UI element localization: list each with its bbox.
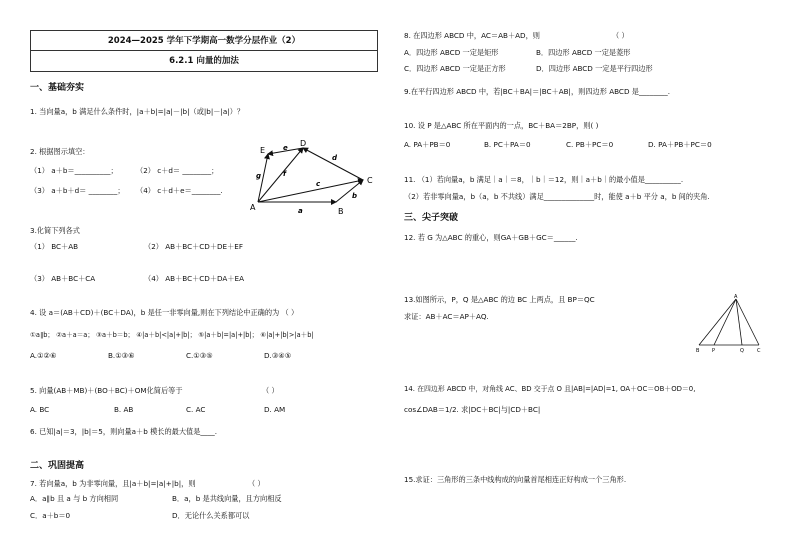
point-label-A: A <box>734 294 738 300</box>
question-6: 6. 已知|a|＝3，|b|＝5，则向量a＋b 模长的最大值是____. <box>30 427 218 436</box>
question-2-part-2: （2） c＋d＝ ________； <box>136 166 219 175</box>
point-label-C: C <box>367 176 373 185</box>
question-5-option-b: B. AB <box>114 405 134 414</box>
section-advanced: 三、尖子突破 <box>404 213 459 223</box>
segment-AC <box>736 299 759 345</box>
vector-label-f: f <box>283 170 287 178</box>
question-12: 12. 若 G 为△ABC 的重心，则GA＋GB＋GC＝______. <box>404 233 578 242</box>
question-10-option-d: D. PA＋PB＋PC＝0 <box>648 140 712 149</box>
point-label-A: A <box>250 203 256 212</box>
question-5-option-c: C. AC <box>186 405 206 414</box>
triangle-figure-q13 <box>694 295 774 355</box>
point-label-Q: Q <box>740 348 744 354</box>
header-subtitle-box <box>30 50 378 72</box>
question-3-part-1: （1） BC＋AB <box>30 242 79 251</box>
question-2-part-3: （3） a＋b＋d＝ ________； <box>30 186 125 195</box>
question-5-option-d: D. AM <box>264 405 286 414</box>
question-11-part-1: 11. （1）若向量a，b 满足｜a｜＝8，｜b｜＝12，则｜a＋b｜的最小值是__________. <box>404 175 684 184</box>
question-8-option-b: B．四边形 ABCD 一定是菱形 <box>536 48 631 57</box>
question-2-part-4: （4） c＋d＋e＝________. <box>136 186 223 195</box>
question-4-option-d: D.③④⑤ <box>264 351 292 360</box>
question-14-line-1: 14. 在四边形 ABCD 中，对角线 AC、BD 交于点 O 且|AB|=|AD|=1, OA＋OC＝OB＋OD＝0, <box>404 385 696 393</box>
vector-label-a: a <box>298 207 303 215</box>
point-label-B: B <box>696 348 700 354</box>
question-8-option-a: A．四边形 ABCD 一定是矩形 <box>404 48 499 57</box>
question-11-part-2: （2）若非零向量a，b（a，b 不共线）满足______________时，能使 a＋b 平分 a，b 间的夹角. <box>404 192 710 201</box>
page-subtitle: 6.2.1 向量的加法 <box>169 56 239 66</box>
vector-label-e: e <box>283 144 288 152</box>
point-label-D: D <box>300 139 307 148</box>
question-10: 10. 设 P 是△ABC 所在平面内的一点，BC＋BA＝2BP，则( ) <box>404 121 599 130</box>
question-8-option-c: C．四边形 ABCD 一定是正方形 <box>404 64 506 73</box>
vector-d <box>303 148 363 180</box>
question-14-line-2: cos∠DAB＝1/2. 求|DC＋BC|与|CD＋BC| <box>404 405 541 414</box>
question-7-answer-paren: （ ） <box>248 479 265 488</box>
question-15: 15.求证：三角形的三条中线构成的向量首尾相连正好构成一个三角形. <box>404 475 627 484</box>
question-3-part-4: （4） AB＋BC＋CD＋DA＋EA <box>144 274 244 283</box>
question-7-option-d: D．无论什么关系都可以 <box>172 511 250 520</box>
vector-label-d: d <box>332 154 338 162</box>
point-label-P: P <box>712 348 716 354</box>
question-13: 13.如图所示，P，Q 是△ABC 的边 BC 上两点，且 BP＝QC <box>404 295 595 304</box>
question-4-statements: ①a∥b； ②a＋a＝a； ③a＋b＝b； ④|a＋b|<|a|+|b|； ⑤|a＋b|=|a|+|b|； ⑥|a|+|b|>|a＋b| <box>30 331 314 339</box>
question-4-option-b: B.①③⑥ <box>108 351 135 360</box>
vector-figure-q2 <box>246 140 386 215</box>
question-4: 4. 设 a＝(AB＋CD)＋(BC＋DA)，b 是任一非零向量,则在下列结论中正确的为 （ ） <box>30 308 299 317</box>
vector-label-g: g <box>256 172 262 180</box>
question-5-option-a: A. BC <box>30 405 50 414</box>
question-10-option-b: B. PC＋PA＝0 <box>484 140 531 149</box>
question-3-part-2: （2） AB＋BC＋CD＋DE＋EF <box>144 242 243 251</box>
question-4-option-a: A.①②⑥ <box>30 351 57 360</box>
question-10-option-a: A. PA＋PB＝0 <box>404 140 451 149</box>
question-7: 7. 若向量a，b 为非零向量，且|a＋b|=|a|+|b|，则 <box>30 479 196 488</box>
question-5: 5. 向量(AB＋MB)＋(BO＋BC)＋OM化简后等于 <box>30 386 183 395</box>
question-1: 1. 当向量a，b 满足什么条件时，|a＋b|=|a|－|b|（或|b|－|a|）？ <box>30 107 245 116</box>
point-label-B: B <box>338 207 344 216</box>
question-7-option-c: C．a＋b＝0 <box>30 511 71 520</box>
point-label-C: C <box>757 348 761 354</box>
segment-AQ <box>736 299 742 345</box>
page-title: 2024—2025 学年下学期高一数学分层作业（2） <box>107 36 301 46</box>
point-label-E: E <box>260 146 266 155</box>
header-title-box <box>30 30 378 51</box>
question-2: 2. 根据图示填空： <box>30 147 90 156</box>
question-3-part-3: （3） AB＋BC＋CA <box>30 274 96 283</box>
question-8: 8. 在四边形 ABCD 中，AC＝AB＋AD，则 <box>404 31 540 40</box>
question-8-option-d: D．四边形 ABCD 一定是平行四边形 <box>536 64 653 73</box>
question-4-option-c: C.①③⑤ <box>186 351 213 360</box>
question-7-option-a: A．a∥b 且 a 与 b 方向相同 <box>30 494 119 503</box>
question-8-answer-paren: （ ） <box>612 31 629 40</box>
question-13-proof-statement: 求证：AB＋AC＝AP＋AQ. <box>404 312 489 321</box>
vector-label-c: c <box>316 180 321 188</box>
question-5-answer-paren: （ ） <box>262 386 279 395</box>
question-2-part-1: （1） a＋b＝__________； <box>30 166 118 175</box>
question-3: 3.化简下列各式 <box>30 226 80 235</box>
question-7-option-b: B．a，b 是共线向量，且方向相反 <box>172 494 282 503</box>
question-10-option-c: C. PB＋PC＝0 <box>566 140 614 149</box>
question-9: 9.在平行四边形 ABCD 中，若|BC＋BA|＝|BC＋AB|，则四边形 ABCD 是________. <box>404 87 670 96</box>
vector-label-b: b <box>352 192 358 200</box>
section-improve: 二、巩固提高 <box>30 461 85 471</box>
section-basic: 一、基础夯实 <box>30 83 85 93</box>
